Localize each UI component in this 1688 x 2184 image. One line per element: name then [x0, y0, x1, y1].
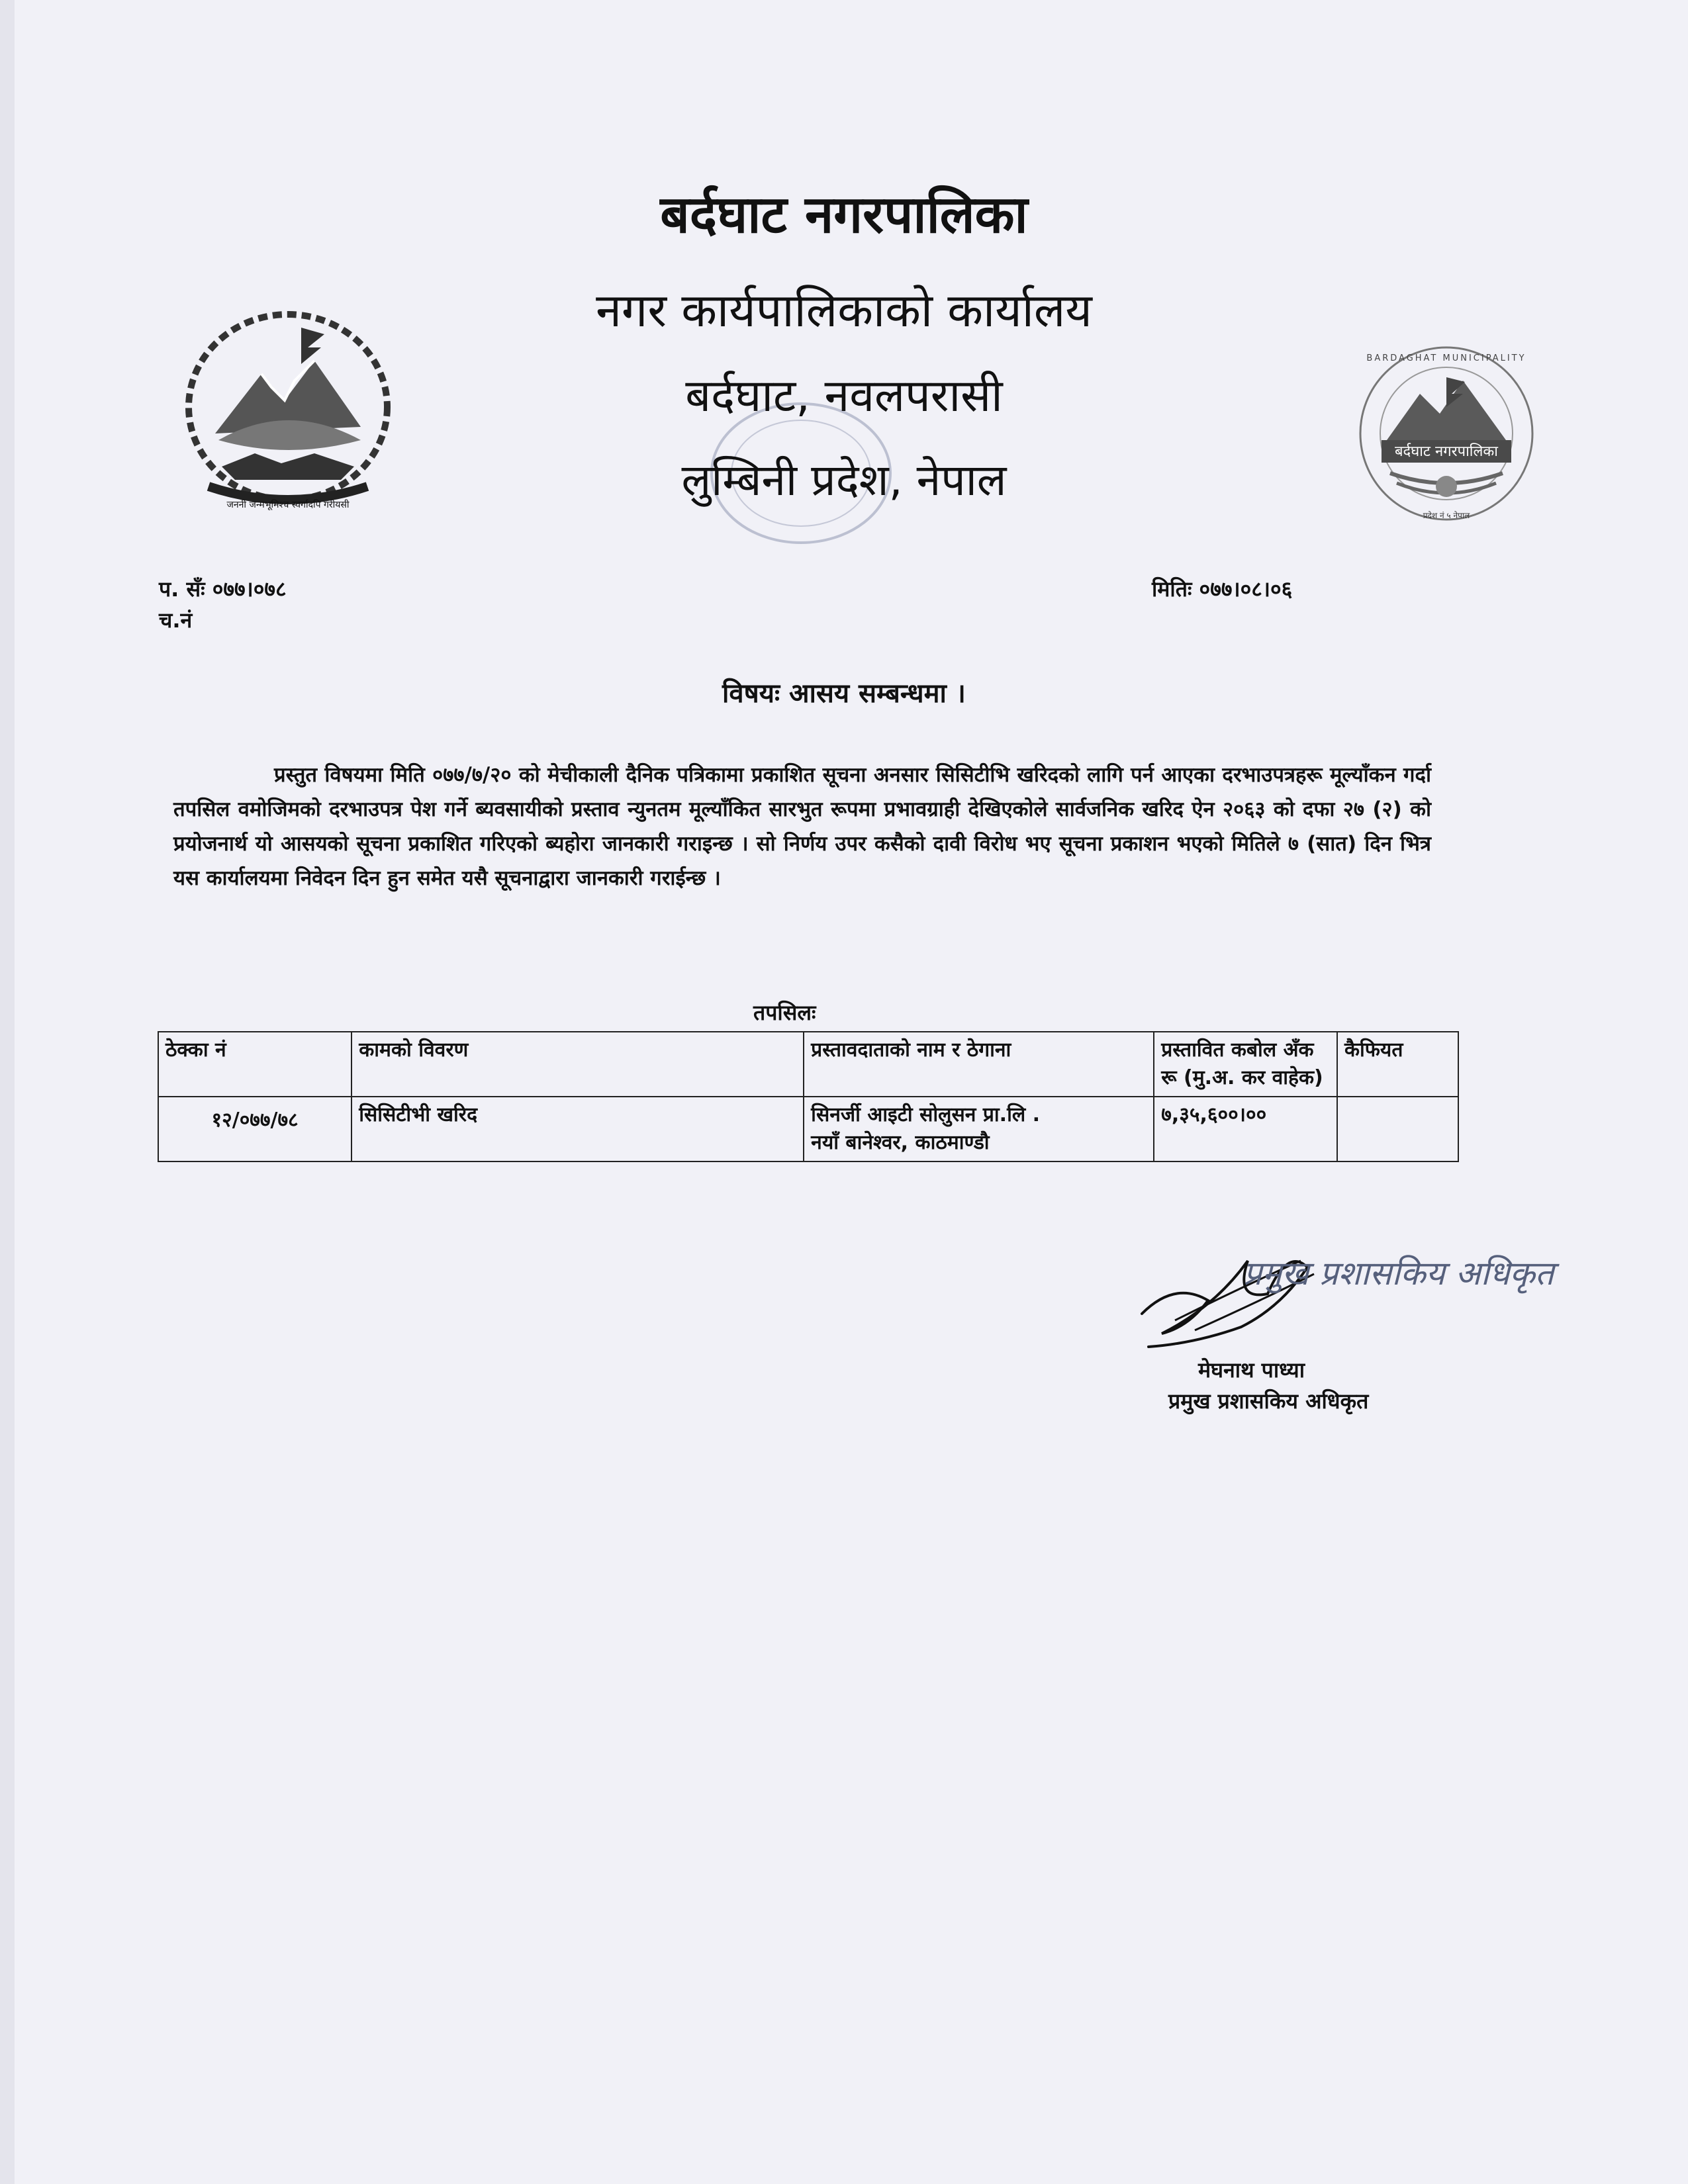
- logo-name-text: बर्दघाट नगरपालिका: [1394, 443, 1499, 460]
- bidder-name: सिनर्जी आइटी सोलुसन प्रा.लि .: [811, 1103, 1041, 1126]
- cell-contract-no: १२/०७७/७८: [158, 1097, 352, 1161]
- table-row: [158, 1097, 1458, 1161]
- bidder-address: नयाँ बानेश्वर, काठमाण्डौ: [811, 1131, 990, 1154]
- header-remarks: कैफियत: [1337, 1032, 1458, 1097]
- office-name: नगर कार्यपालिकाको कार्यालय: [596, 283, 1092, 338]
- header-amount: प्रस्तावित कबोल अँक रू (मु.अ. कर वाहेक): [1154, 1032, 1337, 1097]
- logo-ring-text: BARDAGHAT MUNICIPALITY: [1366, 353, 1526, 363]
- cell-description: सिसिटीभी खरिद: [352, 1097, 804, 1161]
- office-location: बर्दघाट, नवलपरासी: [685, 370, 1003, 422]
- cell-amount: ७,३५,६००।००: [1154, 1097, 1337, 1161]
- signer-title: प्रमुख प्रशासकिय अधिकृत: [1168, 1388, 1369, 1414]
- table-header-row: [158, 1032, 1458, 1097]
- details-label: तपसिलः: [753, 1000, 816, 1025]
- header-contract-no: ठेक्का नं: [158, 1032, 352, 1097]
- cell-remarks: [1337, 1097, 1458, 1161]
- logo-bottom-text: प्रदेश नं ५ नेपाल: [1423, 511, 1470, 520]
- header-description: कामको विवरण: [352, 1032, 804, 1097]
- reference-number: प. सँः ०७७।०७८: [159, 576, 287, 602]
- signer-name: मेघनाथ पाध्या: [1198, 1357, 1305, 1383]
- bid-details-table: [158, 1031, 1459, 1162]
- province-country: लुम्बिनी प्रदेश, नेपाल: [681, 455, 1007, 506]
- notice-body: प्रस्तुत विषयमा मिति ०७७/७/२० को मेचीकाली दैनिक पत्रिकामा प्रकाशित सूचना अनसार सिसिटीभि खरिदको लागि पर्न आएका दरभाउपत्रहरू मूल्यॉंकन गर्दा तपसिल वमोजिमको दरभाउपत्र पेश गर्ने ब्यवसायीको प्रस्ताव न्युनतम मूल्यॉंकित सारभुत रूपमा प्रभावग्राही देखिएकोले सार्वजनिक खरिद ऐन २०६३ को दफा २७ (२) को प्रयोजनार्थ यो आसयको सूचना प्रकाशित गरिएको ब्यहोरा जानकारी गराइन्छ । सो निर्णय उपर कसैको दावी विरोध भए सूचना प्रकाशन भएको मितिले ७ (सात) दिन भित्र यस कार्यालयमा निवेदन दिन हुन समेत यसै सूचनाद्वारा जानकारी गराईन्छ ।: [173, 763, 1431, 890]
- municipality-name: बर्दघाट नगरपालिका: [660, 185, 1028, 245]
- letter-date: मितिः ०७७।०८।०६: [1152, 576, 1293, 602]
- cell-bidder: [804, 1097, 1154, 1161]
- signature-stamp-text: प्रमुख प्रशासकिय अधिकृत: [1243, 1254, 1554, 1293]
- subject-line: विषयः आसय सम्बन्धमा ।: [722, 678, 966, 709]
- emblem-motto: जननी जन्मभूमिश्च स्वर्गादपि गरीयसी: [226, 500, 350, 510]
- header-bidder: प्रस्तावदाताको नाम र ठेगाना: [804, 1032, 1154, 1097]
- dispatch-number: च.नं: [159, 608, 193, 633]
